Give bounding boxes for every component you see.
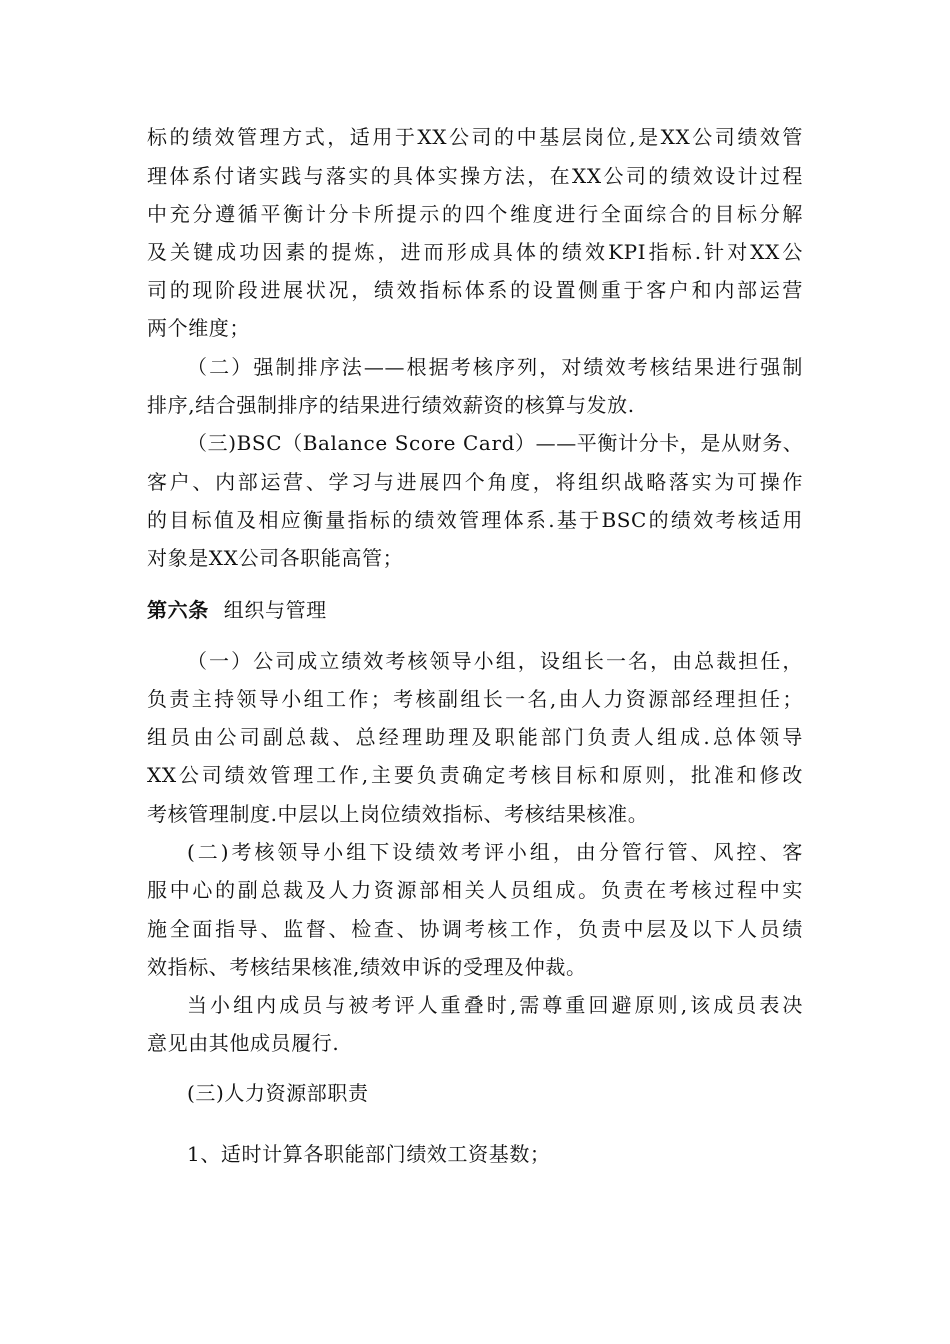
text-line: 标的绩效管理方式，适用于XX公司的中基层岗位,是XX公司绩效管 — [147, 125, 803, 149]
text-line: 服中心的副总裁及人力资源部相关人员组成。负责在考核过程中实 — [147, 878, 803, 902]
text-line: 效指标、考核结果核准,绩效申诉的受理及仲裁。 — [147, 955, 587, 979]
text-line: 组员由公司副总裁、总经理助理及职能部门负责人组成.总体领导 — [147, 725, 803, 749]
text-line: 两个维度； — [147, 316, 250, 340]
text-line: 对象是XX公司各职能高管； — [147, 546, 404, 570]
text-line: （三)BSC（Balance Score Card）——平衡计分卡，是从财务、 — [187, 431, 804, 455]
section-heading — [147, 597, 803, 623]
text-line: 考核管理制度.中层以上岗位绩效指标、考核结果核准。 — [147, 802, 649, 826]
text-line: 及关键成功因素的提炼，进而形成具体的绩效KPI指标.针对XX公 — [147, 240, 803, 264]
text-line: 中充分遵循平衡计分卡所提示的四个维度进行全面综合的目标分解 — [147, 202, 803, 226]
text-line: (二)考核领导小组下设绩效考评小组，由分管行管、风控、客 — [187, 840, 803, 864]
text-line: 意见由其他成员履行. — [147, 1031, 340, 1055]
text-line: 施全面指导、监督、检查、协调考核工作，负责中层及以下人员绩 — [147, 917, 803, 941]
text-line: 司的现阶段进展状况，绩效指标体系的设置侧重于客户和内部运营 — [147, 278, 803, 302]
article-title: 组织与管理 — [223, 598, 327, 622]
text-line: 理体系付诸实践与落实的具体实操方法，在XX公司的绩效设计过程 — [147, 164, 803, 188]
text-line: （二）强制排序法——根据考核序列，对绩效考核结果进行强制 — [187, 355, 803, 379]
text-line: （一）公司成立绩效考核领导小组，设组长一名，由总裁担任， — [187, 649, 803, 673]
text-line: 负责主持领导小组工作；考核副组长一名,由人力资源部经理担任； — [147, 687, 803, 711]
text-line: 的目标值及相应衡量指标的绩效管理体系.基于BSC的绩效考核适用 — [147, 508, 803, 532]
text-line: 排序,结合强制排序的结果进行绩效薪资的核算与发放. — [147, 393, 635, 417]
subsection-heading: (三)人力资源部职责 — [187, 1081, 369, 1105]
text-line: 客户、内部运营、学习与进展四个角度，将组织战略落实为可操作 — [147, 470, 803, 494]
text-line: 1、适时计算各职能部门绩效工资基数； — [187, 1142, 551, 1166]
text-line: 当小组内成员与被考评人重叠时,需尊重回避原则,该成员表决 — [187, 993, 803, 1017]
article-number: 第六条 — [147, 598, 209, 622]
text-line: XX公司绩效管理工作,主要负责确定考核目标和原则，批准和修改 — [147, 763, 803, 787]
